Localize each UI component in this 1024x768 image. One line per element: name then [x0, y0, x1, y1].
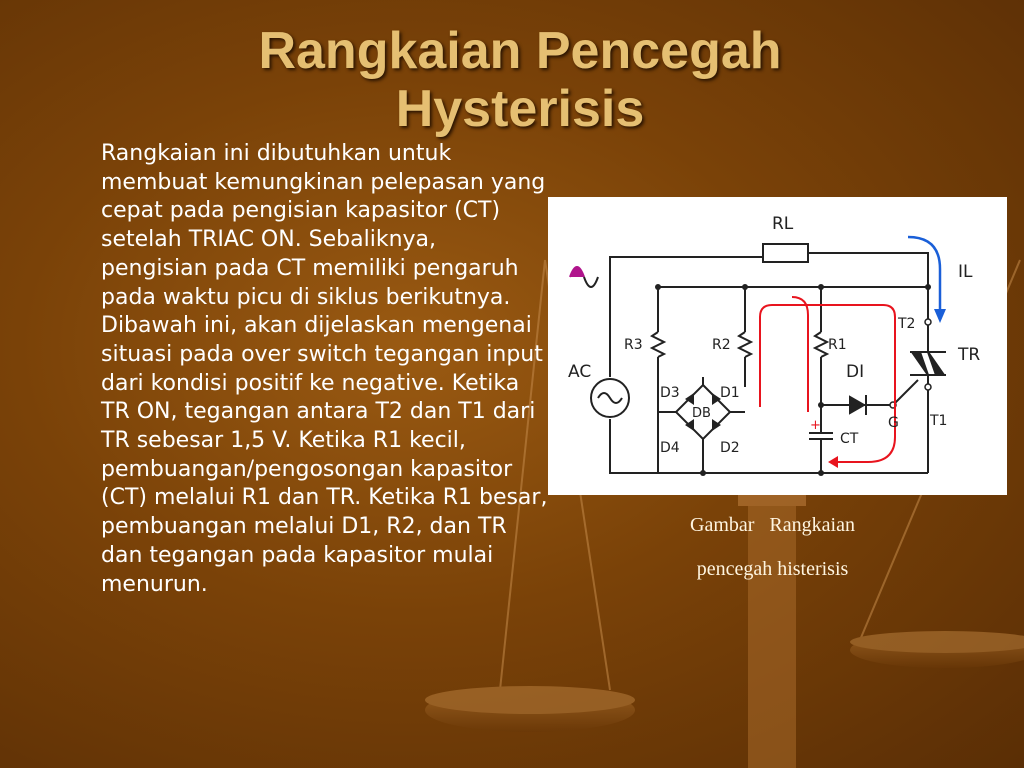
circuit-figure [548, 197, 1007, 495]
label-r3: R3 [624, 337, 643, 353]
label-di: DI [846, 362, 865, 382]
circuit-diagram [548, 197, 1007, 495]
label-d2: D2 [720, 440, 740, 456]
label-r1: R1 [828, 337, 847, 353]
label-il: IL [958, 262, 973, 282]
slide-title: Rangkaian Pencegah Hysterisis [258, 22, 782, 138]
label-t1: T1 [930, 413, 948, 429]
label-d4: D4 [660, 440, 680, 456]
label-r2: R2 [712, 337, 731, 353]
label-ct: CT [840, 431, 859, 447]
label-g: G [888, 415, 899, 431]
slide-body-text: Rangkaian ini dibutuhkan untuk membuat kemungkinan pelepasan yang cepat pada pengisian kapasitor (CT) setelah TRIAC ON. Sebaliknya, pengisian pada CT memiliki pengaruh pada waktu picu di siklus berikutnya. Dibawah ini, akan dijelaskan mengenai situasi pada over switch tegangan input dari kondisi positif ke negative. Ketika TR ON, tegangan antara T2 dan T1 dari TR sebesar 1,5 V. Ketika R1 kecil, pembuangan/pengosongan kapasitor (CT) melalui R1 dan TR. Ketika R1 besar, pembuangan melalui D1, R2, dan TR dan tegangan pada kapasitor mulai menurun. [101, 141, 548, 597]
figure-caption-line1: Gambar Rangkaian [690, 514, 855, 536]
label-tr: TR [958, 345, 981, 365]
label-d3: D3 [660, 385, 680, 401]
label-rl: RL [772, 214, 794, 234]
figure-caption-line2: pencegah histerisis [696, 558, 849, 580]
label-d1: D1 [720, 385, 740, 401]
label-ac: AC [568, 362, 592, 382]
label-plus: + [810, 418, 821, 433]
label-db: DB [692, 406, 711, 421]
label-t2: T2 [898, 316, 916, 332]
